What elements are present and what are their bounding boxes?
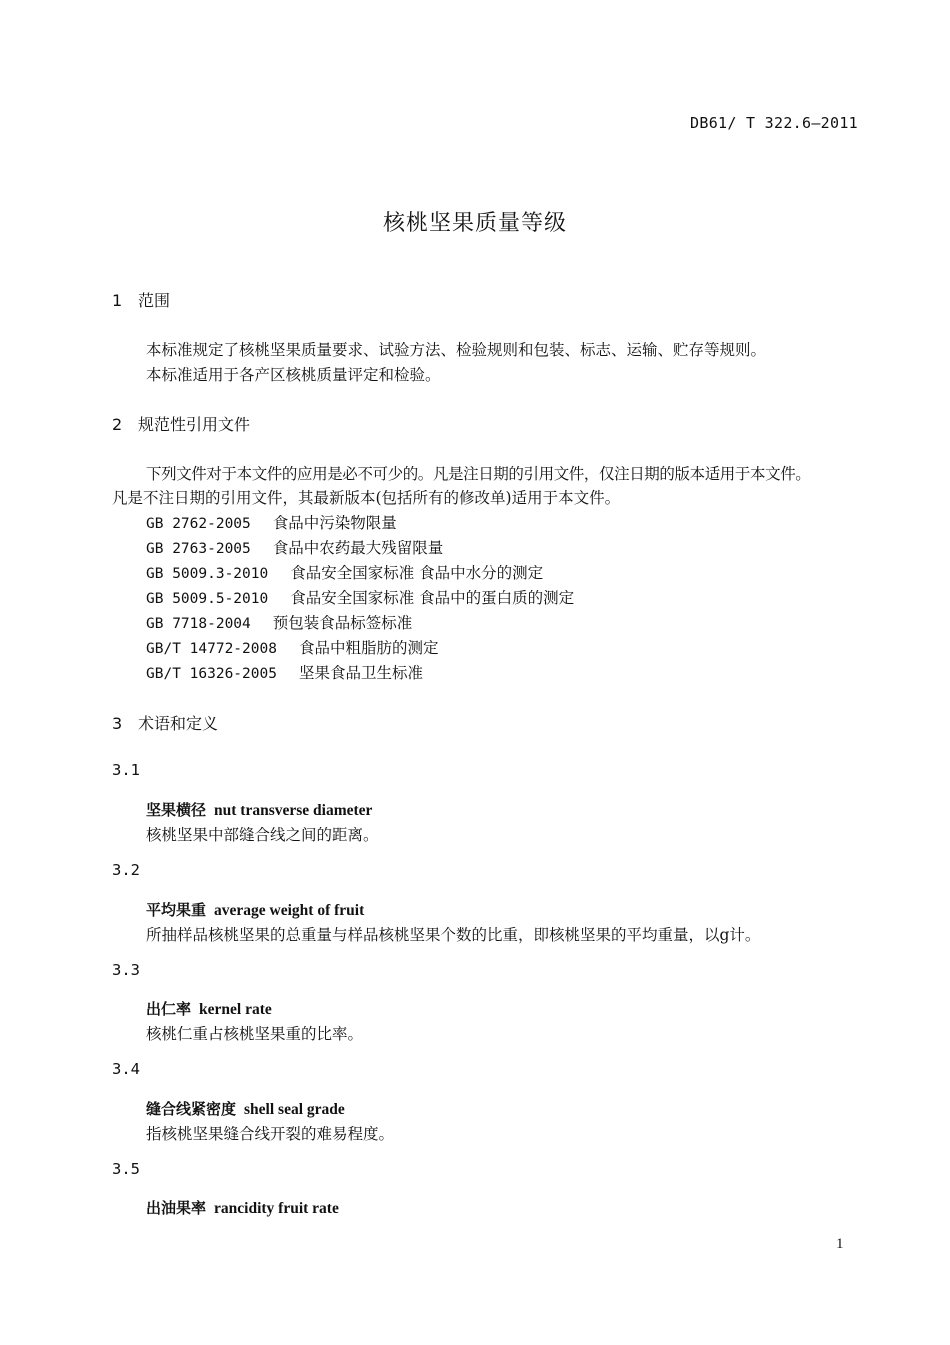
clause-number: 3.5 <box>112 1160 140 1178</box>
term-heading <box>146 1098 345 1119</box>
section-title: 规范性引用文件 <box>138 415 251 434</box>
page-number: 1 <box>836 1236 844 1252</box>
term-zh: 缝合线紧密度 <box>146 1100 237 1118</box>
reference-item <box>146 611 412 633</box>
reference-code: GB 7718-2004 <box>146 616 251 632</box>
term-zh: 坚果横径 <box>146 801 207 819</box>
term-zh: 平均果重 <box>146 901 207 919</box>
paragraph: 本标准适用于各产区核桃质量评定和检验。 <box>146 366 441 384</box>
reference-item <box>146 561 543 583</box>
term-heading <box>146 899 364 920</box>
reference-item <box>146 636 438 658</box>
section-heading-3 <box>112 711 218 734</box>
reference-item <box>146 536 443 558</box>
term-en: rancidity fruit rate <box>214 1200 339 1217</box>
paragraph: 下列文件对于本文件的应用是必不可少的。凡是注日期的引用文件，仅注日期的版本适用于本文件。 <box>146 465 811 483</box>
reference-code: GB 5009.3-2010 <box>146 566 269 582</box>
reference-title: 食品安全国家标准 食品中水分的测定 <box>290 564 544 582</box>
reference-title: 食品中粗脂肪的测定 <box>298 639 439 657</box>
term-heading <box>146 998 272 1019</box>
term-en: shell seal grade <box>244 1101 345 1118</box>
clause-number: 3.2 <box>112 861 140 879</box>
term-definition: 指核桃坚果缝合线开裂的难易程度。 <box>146 1125 395 1143</box>
term-zh: 出仁率 <box>146 1000 192 1018</box>
term-en: kernel rate <box>199 1001 272 1018</box>
reference-code: GB 5009.5-2010 <box>146 591 269 607</box>
document-number: DB61/ T 322.6—2011 <box>690 114 858 132</box>
section-heading-2 <box>112 412 250 435</box>
term-heading <box>146 799 372 820</box>
reference-title: 食品中污染物限量 <box>272 514 397 532</box>
term-en: average weight of fruit <box>214 902 365 919</box>
reference-code: GB/T 14772-2008 <box>146 641 277 657</box>
clause-number: 3.4 <box>112 1060 140 1078</box>
term-definition: 核桃坚果中部缝合线之间的距离。 <box>146 826 379 844</box>
section-number: 3 <box>112 714 123 733</box>
reference-title: 坚果食品卫生标准 <box>298 664 423 682</box>
section-heading-1 <box>112 288 170 311</box>
reference-code: GB 2762-2005 <box>146 516 251 532</box>
term-definition: 所抽样品核桃坚果的总重量与样品核桃坚果个数的比重，即核桃坚果的平均重量，以g计。 <box>146 926 761 944</box>
reference-item <box>146 511 397 533</box>
reference-code: GB 2763-2005 <box>146 541 251 557</box>
section-title: 范围 <box>138 291 171 310</box>
reference-item <box>146 661 423 683</box>
reference-item <box>146 586 574 608</box>
reference-title: 预包装食品标签标准 <box>272 614 413 632</box>
section-number: 1 <box>112 291 123 310</box>
paragraph: 本标准规定了核桃坚果质量要求、试验方法、检验规则和包装、标志、运输、贮存等规则。 <box>146 341 767 359</box>
reference-title: 食品中农药最大残留限量 <box>272 539 444 557</box>
clause-number: 3.1 <box>112 761 140 779</box>
term-zh: 出油果率 <box>146 1199 207 1217</box>
term-en: nut transverse diameter <box>214 802 373 819</box>
clause-number: 3.3 <box>112 961 140 979</box>
reference-code: GB/T 16326-2005 <box>146 666 277 682</box>
term-definition: 核桃仁重占核桃坚果重的比率。 <box>146 1025 364 1043</box>
section-number: 2 <box>112 415 123 434</box>
page-title: 核桃坚果质量等级 <box>382 211 567 236</box>
paragraph: 凡是不注日期的引用文件，其最新版本(包括所有的修改单)适用于本文件。 <box>112 489 621 507</box>
section-title: 术语和定义 <box>138 714 219 733</box>
reference-title: 食品安全国家标准 食品中的蛋白质的测定 <box>290 589 575 607</box>
term-heading <box>146 1197 339 1218</box>
